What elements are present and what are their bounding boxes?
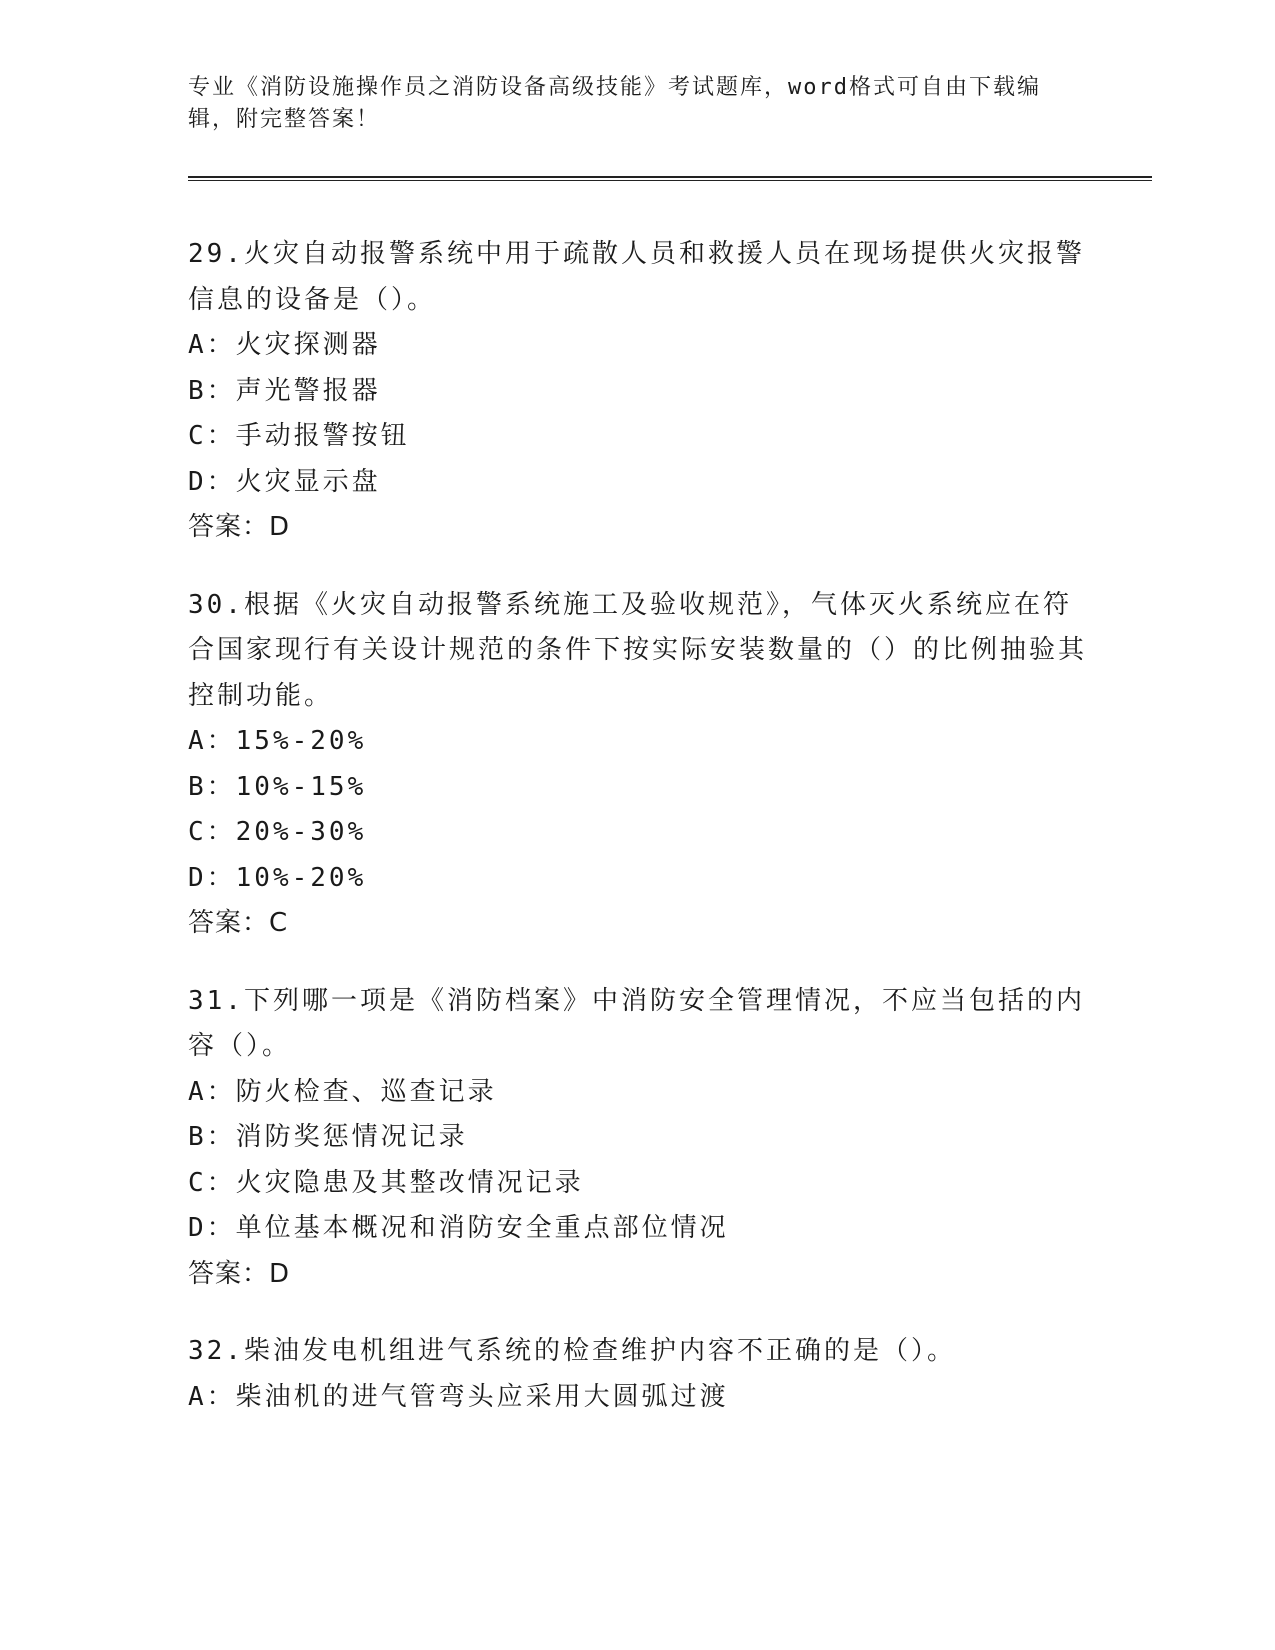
- option-a: A：火灾探测器: [188, 330, 381, 360]
- option-d: D：单位基本概况和消防安全重点部位情况: [188, 1213, 729, 1243]
- option-a: A：防火检查、巡查记录: [188, 1076, 497, 1107]
- option-b: B：消防奖惩情况记录: [188, 1122, 468, 1152]
- question-list: [188, 232, 1088, 1452]
- option-b: B：10%-15%: [188, 771, 367, 802]
- question-answer: 答案：D: [188, 1258, 291, 1289]
- question-stem: 30.根据《火灾自动报警系统施工及验收规范》，气体灭火系统应在符合国家现行有关设计规范的条件下按实际安装数量的（）的比例抽验其控制功能。: [188, 589, 1088, 711]
- option-a: A：15%-20%: [188, 726, 367, 756]
- question-stem: 29.火灾自动报警系统中用于疏散人员和救援人员在现场提供火灾报警信息的设备是（）。: [188, 239, 1085, 315]
- option-c: C：火灾隐患及其整改情况记录: [188, 1167, 584, 1198]
- question-answer: 答案：D: [188, 512, 291, 542]
- question-31: [188, 979, 1088, 1298]
- question-stem: 32.柴油发电机组进气系统的检查维护内容不正确的是（）。: [188, 1336, 956, 1366]
- header-divider: [188, 176, 1152, 181]
- document-header: 专业《消防设施操作员之消防设备高级技能》考试题库，word格式可自由下载编辑，附完整答案！: [188, 75, 1041, 132]
- option-d: D：10%-20%: [188, 862, 367, 893]
- question-stem: 31.下列哪一项是《消防档案》中消防安全管理情况，不应当包括的内容（）。: [188, 985, 1085, 1061]
- option-a: A：柴油机的进气管弯头应采用大圆弧过渡: [188, 1381, 729, 1412]
- option-d: D：火灾显示盘: [188, 466, 381, 497]
- question-answer: 答案：C: [188, 908, 289, 938]
- option-b: B：声光警报器: [188, 375, 381, 406]
- question-32: [188, 1329, 1088, 1420]
- option-c: C：20%-30%: [188, 817, 367, 847]
- question-30: [188, 583, 1088, 947]
- question-29: [188, 232, 1088, 551]
- option-c: C：手动报警按钮: [188, 421, 410, 451]
